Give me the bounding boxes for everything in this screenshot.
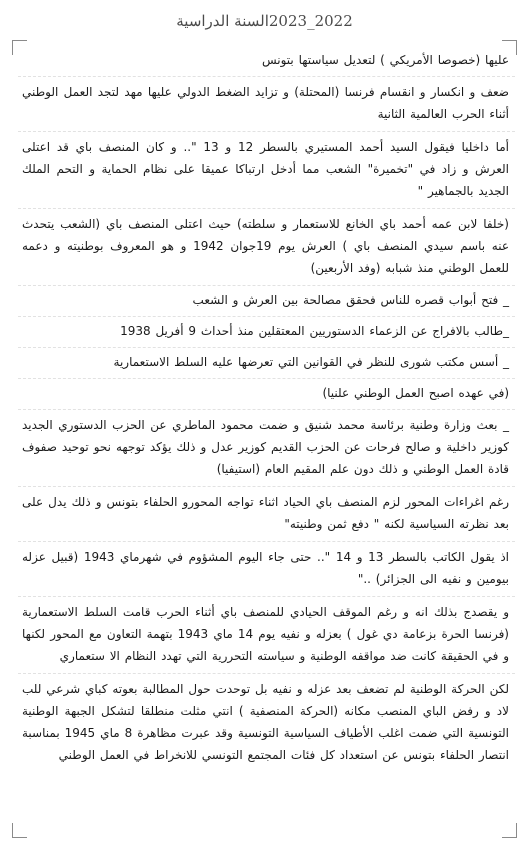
- paragraph: _طالب بالافراج عن الزعماء الدستوريين المعتقلين منذ أحداث 9 أفريل 1938: [18, 317, 515, 348]
- paragraph: و يقصدج بذلك انه و رغم الموقف الحيادي للمنصف باي أثناء الحرب قامت السلط الاستعمارية (فرنسا الحرة بزعامة دي غول ) بعزله و نفيه يوم 14 ماي 1943 بتهمة التعاون مع المحور لكنها و في الحقيقة كانت ضد مواقفه الوطنية و سياسته التحررية التي تهدد النظام الا ستعماري: [18, 597, 515, 674]
- paragraph: اذ يقول الكاتب بالسطر 13 و 14 ".. حتى جاء اليوم المشؤوم في شهرماي 1943 (قبيل عزله بيومين و نفيه الى الجزائر) ..": [18, 542, 515, 597]
- page-title: 2022_2023السنة الدراسية: [176, 12, 353, 30]
- paragraph: _ أسس مكتب شورى للنظر في القوانين التي تعرضها عليه السلط الاستعمارية: [18, 348, 515, 379]
- paragraph: ضعف و انكسار و انقسام فرنسا (المحتلة) و تزايد الضغط الدولي عليها مهد لتجد العمل الوطني أثناء الحرب العالمية الثانية: [18, 77, 515, 132]
- paragraph: _ بعث وزارة وطنية برئاسة محمد شنيق و ضمت محمود الماطري عن الحزب الدستوري الجديد كوزير داخلية و صالح فرحات عن الحزب القديم كوزير عدل و ذلك يؤكد توجهه نحو توحيد صفوف قادة العمل الوطني و ذلك دون علم المقيم العام (استيفيا): [18, 410, 515, 487]
- page-corner-mark: [12, 823, 27, 838]
- page-corner-mark: [502, 823, 517, 838]
- paragraph: أما داخليا فيقول السيد أحمد المستيري بالسطر 12 و 13 ".. و كان المنصف باي قد اعتلى العرش و زاد في "تخميرة" الشعب مما أدخل ارتباكا عميقا على نظام الحماية و التحم الملك الجديد بالجماهير ": [18, 132, 515, 209]
- paragraph: _ فتح أبواب قصره للناس فحقق مصالحة بين العرش و الشعب: [18, 286, 515, 317]
- document-body: [18, 46, 515, 772]
- paragraph: عليها (خصوصا الأمريكي ) لتعديل سياستها بتونس: [18, 46, 515, 77]
- paragraph: (في عهده اصبح العمل الوطني علنيا): [18, 379, 515, 410]
- paragraph: رغم اغراءات المحور لزم المنصف باي الحياد اثناء تواجه المحورو الحلفاء بتونس و ذلك يدل على بعد نظرته السياسية لكنه " دفع ثمن وطنيته": [18, 487, 515, 542]
- paragraph: (خلفا لابن عمه أحمد باي الخانع للاستعمار و سلطته) حيث اعتلى المنصف باي (الشعب يتحدث عنه باسم سيدي المنصف باي ) العرش يوم 19جوان 1942 و هو المعروف بوطنيته و دعمه للعمل الوطني منذ شبابه (وفد الأربعين): [18, 209, 515, 286]
- paragraph: لكن الحركة الوطنية لم تضعف بعد عزله و نفيه بل توحدت حول المطالبة بعوته كباي شرعي للب لاد و رفض الباي المنصب مكانه (الحركة المنصفية ) انتي مثلت منطلقا لتشكل الجبهة الوطنية التونسية التي ضمت اغلب الأطياف السياسية التونسية وقد عبرت مظاهرة 8 ماي 1945 بمناسبة انتصار الحلفاء بتونس عن استعداد كل فئات المجتمع التونسي للانخراط في العمل الوطني: [22, 682, 510, 762]
